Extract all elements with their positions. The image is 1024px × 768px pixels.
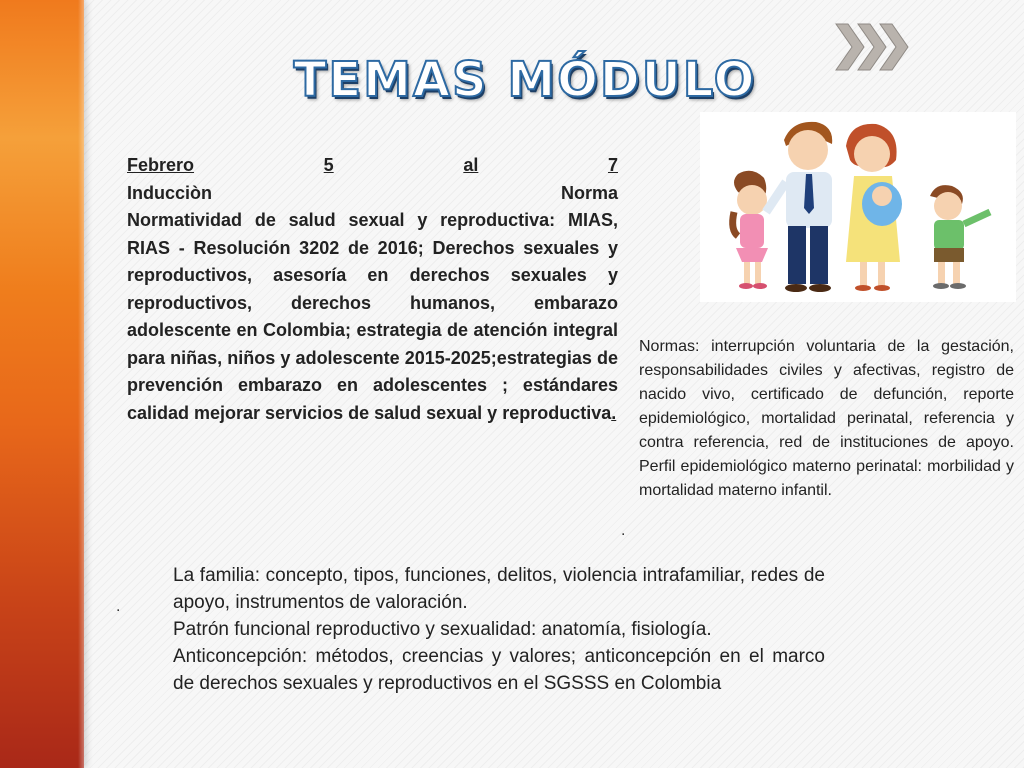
topic-contraception: Anticoncepción: métodos, creencias y valores; anticoncepción en el marco de derechos sexuales y reproductivos en el SGSSS en Colombia (173, 646, 825, 694)
side-decoration-bar (0, 0, 84, 768)
family-illustration (700, 112, 1016, 302)
main-content-block (127, 152, 618, 427)
main-body-end: . (611, 402, 617, 423)
norms-paragraph: Normas: interrupción voluntaria de la gestación, responsabilidades civiles y afectivas, registro de nacido vivo, certificado de defunción, reporte epidemiológico, mortalidad perinatal, referencia y contra referencia, red de instituciones de apoyo. Perfil epidemiológico materno perinatal: morbilidad y mortalidad materno infantil. (639, 338, 1014, 499)
dates-word-3: al (463, 155, 479, 175)
dot-marker-right: . (621, 522, 626, 539)
dates-line (127, 152, 618, 180)
induction-line (127, 180, 618, 208)
dates-word-1: Febrero (127, 155, 195, 175)
topic-reproductive-pattern: Patrón funcional reproductivo y sexualidad: anatomía, fisiología. (173, 619, 712, 640)
topic-family: La familia: concepto, tipos, funciones, delitos, violencia intrafamiliar, redes de apoyo, instrumentos de valoración. (173, 565, 825, 613)
slide-title: TEMAS MÓDULO (293, 52, 757, 108)
main-body-paragraph: Normatividad de salud sexual y reproductiva: MIAS, RIAS - Resolución 3202 de 2016; Derechos sexuales y reproductivos, asesoría en derechos sexuales y reproductivos, derechos humanos, embarazo adolescente en Colombia; estrategia de atención integral para niñas, niños y adolescente 2015-2025;estrategias de prevención embarazo en adolescentes ; estándares calidad mejorar servicios de salud sexual y reproductiva (127, 210, 618, 423)
dates-word-2: 5 (323, 155, 334, 175)
main-body-text (127, 207, 618, 427)
induction-label: Inducciòn (127, 182, 212, 203)
triple-chevron-right-icon (834, 18, 914, 76)
dates-word-4: 7 (607, 155, 618, 175)
norma-label: Norma (560, 182, 618, 203)
dot-marker-left: . (116, 598, 121, 615)
bottom-topics (173, 562, 825, 697)
